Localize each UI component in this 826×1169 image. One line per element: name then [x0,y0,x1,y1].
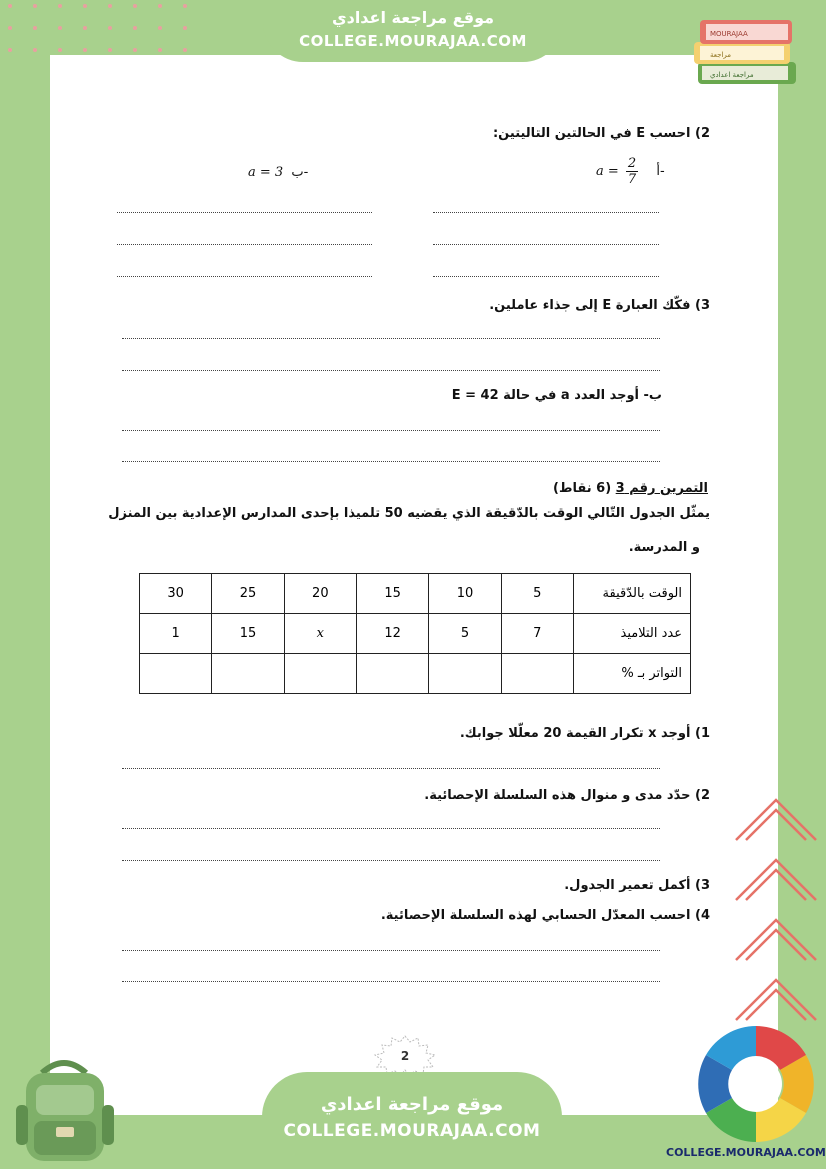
table-row-label: الوقت بالدّقيقة [574,574,691,614]
table-cell: x [284,614,356,654]
books-illustration [690,12,802,94]
answer-line[interactable] [122,981,660,982]
ex3-heading [500,481,708,496]
ex3-q4 [360,908,710,923]
frequency-table [139,573,691,694]
table-row [140,614,691,654]
q2-case-b-label: ب- [291,165,309,180]
answer-line[interactable] [122,461,660,462]
answer-line[interactable] [122,950,660,951]
ex3-q1-number: 1) [695,726,710,741]
decorative-dot [33,4,37,8]
ex3-q3 [500,878,710,893]
footer-title: موقع مراجعة اعدادي [320,1094,504,1115]
ex3-q2-number: 2) [695,788,710,803]
decorative-dot [183,4,187,8]
decorative-dot [8,4,12,8]
ex3-intro-line1: يمثّل الجدول التّالي الوقت بالدّقيقة الذي يقضيه 50 تلميذا بإحدى المدارس الإعدادية بين المنزل [108,506,710,521]
answer-line[interactable] [117,244,372,245]
decorative-dot [183,26,187,30]
books-label-2: مراجعة [710,51,732,59]
table-cell: 5 [429,614,501,654]
answer-line[interactable] [117,212,372,213]
q3-prompt: فكّك العبارة E إلى جذاء عاملين. [489,298,691,313]
ex3-q3-number: 3) [695,878,710,893]
decorative-dot [183,48,187,52]
header-title: موقع مراجعة اعدادي [331,8,495,27]
q2-fraction-den: 7 [627,172,637,187]
ex3-q1 [420,726,710,741]
header-url[interactable]: COLLEGE.MOURAJAA.COM [299,32,527,50]
table-cell-empty[interactable] [429,654,501,694]
decorative-dot [108,26,112,30]
decorative-dot [158,4,162,8]
table-cell: 5 [501,574,573,614]
decorative-dot [133,4,137,8]
ex3-intro-line2: و المدرسة. [628,540,700,555]
decorative-dot [133,48,137,52]
ex3-title: التمرين رقم 3 [615,481,708,496]
table-cell: 20 [284,574,356,614]
decorative-dot [133,26,137,30]
decorative-dot [58,26,62,30]
table-cell-empty[interactable] [140,654,212,694]
table-cell-empty[interactable] [356,654,428,694]
q2-fraction [626,156,638,187]
decorative-dot [83,48,87,52]
q2-case-a-label: أ- [656,164,665,179]
answer-line[interactable] [122,370,660,371]
ex3-q2-text: حدّد مدى و منوال هذه السلسلة الإحصائية. [424,788,691,803]
decorative-dot [33,48,37,52]
decorative-dot [8,48,12,52]
decorative-dot [58,48,62,52]
decorative-dot [108,4,112,8]
ex3-q4-text: احسب المعدّل الحسابي لهذه السلسلة الإحصائية. [380,908,691,923]
chevron-decoration-icon [730,790,820,1040]
answer-line[interactable] [122,860,660,861]
q2-case-a [596,156,665,187]
table-cell: 30 [140,574,212,614]
ex3-q4-number: 4) [695,908,710,923]
table-cell: 12 [356,614,428,654]
table-cell-empty[interactable] [284,654,356,694]
ex3-q3-text: أكمل تعمير الجدول. [564,878,691,893]
q2-case-b-value: a = 3 [248,165,284,180]
q2-number: 2) [695,126,710,141]
table-row [140,654,691,694]
table-cell: 15 [356,574,428,614]
q3-line [400,298,710,313]
table-cell: 10 [429,574,501,614]
decorative-dot [83,26,87,30]
decorative-dot [158,26,162,30]
books-label-3: مراجعة اعدادي [710,71,754,79]
table-cell: 25 [212,574,284,614]
decorative-dot [158,48,162,52]
table-cell: 1 [140,614,212,654]
table-row [140,574,691,614]
q2-case-b [248,165,308,180]
answer-line[interactable] [433,276,659,277]
decorative-dot [108,48,112,52]
answer-line[interactable] [433,212,659,213]
answer-line[interactable] [122,338,660,339]
q3-sub-b: ب- أوجد العدد a في حالة E = 42 [451,388,662,403]
answer-line[interactable] [117,276,372,277]
decorative-dot [83,4,87,8]
backpack-illustration [12,1055,117,1165]
q3-number: 3) [695,298,710,313]
q2-prompt: احسب E في الحالتين التاليتين: [492,126,691,141]
ex3-q1-text: أوجد x تكرار القيمة 20 معلّلا جوابك. [459,726,691,741]
answer-line[interactable] [433,244,659,245]
logo-caption: COLLEGE.MOURAJAA.COM [666,1146,826,1159]
decorative-dot [33,26,37,30]
answer-line[interactable] [122,768,660,769]
table-cell: 7 [501,614,573,654]
q2-line [420,126,710,141]
table-cell-empty[interactable] [212,654,284,694]
ex3-points: (6 نقاط) [553,481,612,496]
site-logo [694,1022,818,1146]
page-number-badge [372,1035,438,1075]
table-row-label: التواتر بـ % [574,654,691,694]
decorative-dot [58,4,62,8]
answer-line[interactable] [122,828,660,829]
table-cell: 15 [212,614,284,654]
q2-case-a-lhs: a = [596,164,619,179]
answer-line[interactable] [122,430,660,431]
ex3-q2 [380,788,710,803]
books-label-1: MOURAJAA [710,30,748,38]
decorative-dot [8,26,12,30]
table-cell-empty[interactable] [501,654,573,694]
table-row-label: عدد التلاميذ [574,614,691,654]
footer-url[interactable]: COLLEGE.MOURAJAA.COM [283,1121,541,1141]
page-number: 2 [400,1049,410,1063]
q2-fraction-num: 2 [627,156,637,171]
